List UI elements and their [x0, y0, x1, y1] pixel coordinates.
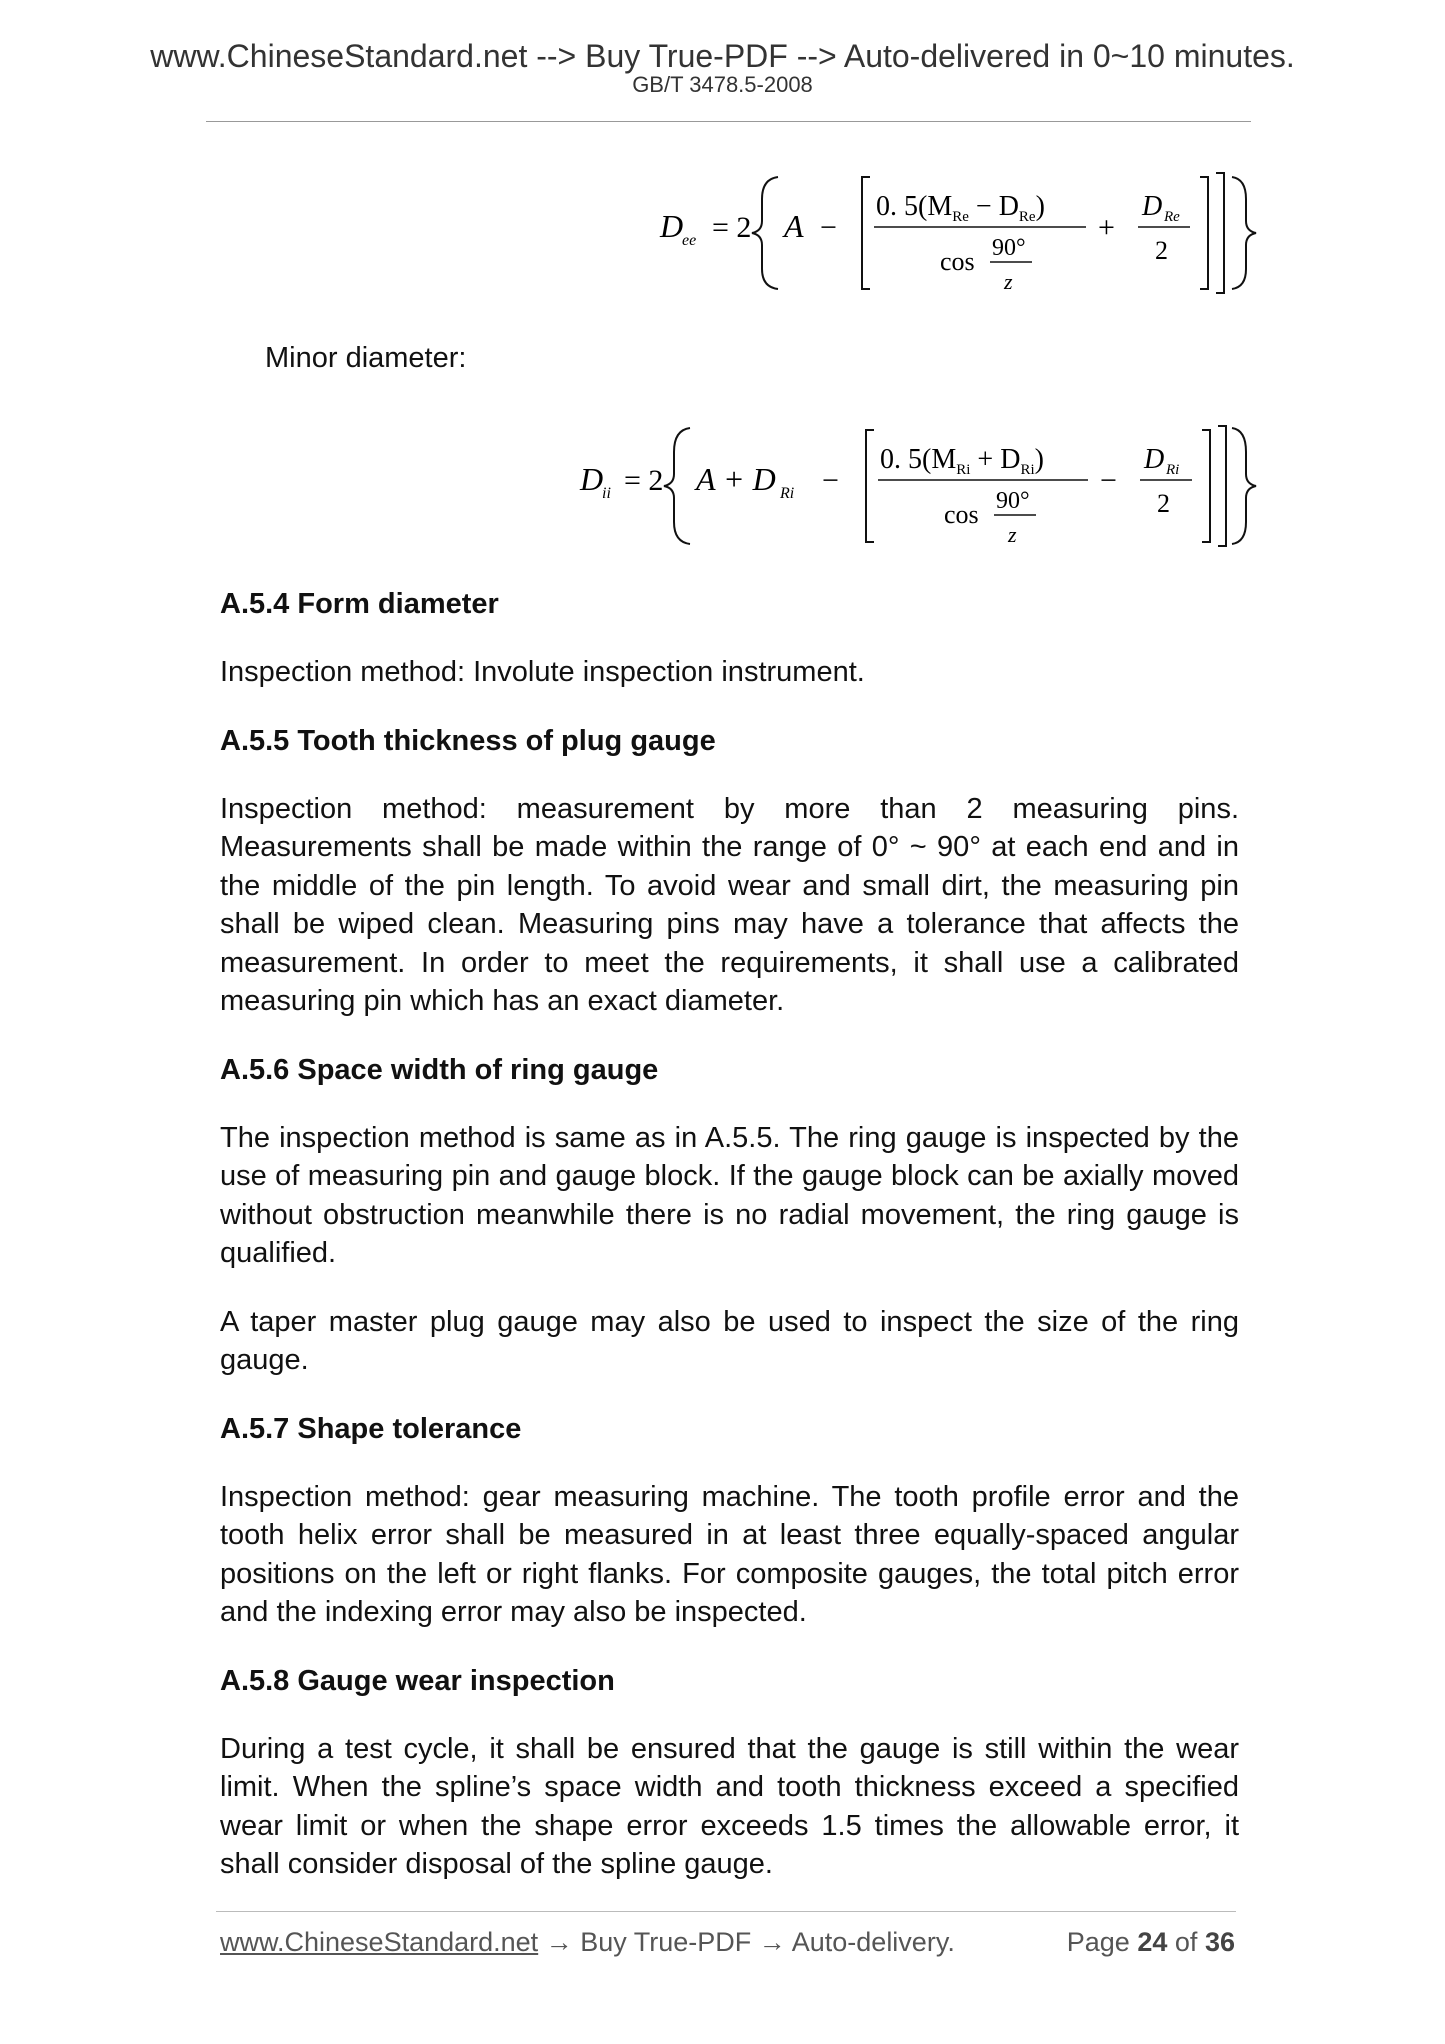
dee-left-brace: [752, 177, 778, 289]
dii-left-brace: [664, 428, 690, 544]
dee-minus: −: [820, 211, 837, 244]
formula-dee-svg: [640, 165, 1260, 305]
dii-right-brace: [1232, 428, 1256, 544]
page-label: Page: [1066, 1927, 1130, 1957]
dii-frac2-sub: Ri: [1166, 462, 1180, 478]
footer-tagline: → Buy True-PDF → Auto-delivery.: [538, 1927, 955, 1957]
dii-num-sub2: Ri: [1020, 462, 1035, 478]
section-a54: [220, 585, 1239, 692]
dii-minus: −: [822, 464, 839, 497]
section-heading: A.5.7 Shape tolerance: [220, 1412, 522, 1445]
dee-lhs-sub: ee: [682, 232, 697, 249]
dii-right-bracket: [1202, 430, 1210, 542]
page-current: 24: [1137, 1927, 1168, 1957]
section-heading: A.5.5 Tooth thickness of plug gauge: [220, 724, 716, 757]
dee-right-bracket-2: [1216, 173, 1224, 293]
dee-frac2-sub: Re: [1164, 209, 1180, 225]
dii-num-mid: + D: [970, 444, 1021, 475]
section-paragraph: Inspection method: Involute inspection instrument.: [220, 656, 865, 688]
dii-frac2-num: D: [1144, 444, 1165, 475]
dii-frac2-den: 2: [1157, 489, 1170, 518]
dee-frac2-num: D: [1142, 191, 1163, 222]
dee-num-sub2: Re: [1018, 209, 1036, 225]
dee-num-suffix: ): [1035, 191, 1045, 222]
minor-diameter-label: Minor diameter:: [265, 342, 467, 374]
standard-id: GB/T 3478.5-2008: [632, 72, 813, 97]
dii-lhs-sub: ii: [602, 485, 611, 502]
section-a57: [220, 1410, 1239, 1632]
section-heading: A.5.6 Space width of ring gauge: [220, 1053, 659, 1086]
dee-den-z: z: [1004, 269, 1013, 294]
dii-num-sub1: Ri: [956, 462, 971, 478]
header-divider: [206, 121, 1251, 122]
page-total: 36: [1204, 1927, 1235, 1957]
formula-dii-svg: [560, 418, 1260, 558]
dii-den-cos: cos: [944, 500, 979, 529]
dii-lhs: D: [580, 461, 604, 497]
dee-num-sub1: Re: [952, 209, 969, 225]
formula-dee: [640, 165, 1260, 310]
dee-den-deg: 90°: [992, 235, 1026, 261]
dee-left-bracket: [862, 177, 870, 289]
section-a58: [220, 1662, 1239, 1884]
dee-right-brace: [1232, 177, 1256, 289]
page-of: of: [1174, 1927, 1198, 1957]
dii-eq: = 2: [624, 464, 664, 497]
dee-lhs: D: [660, 208, 684, 244]
dii-A-sub: Ri: [780, 485, 795, 502]
header-banner: www.ChineseStandard.net --> Buy True-PDF --> Auto-delivered in 0~10 minutes.: [150, 38, 1295, 74]
dii-right-bracket-2: [1218, 426, 1226, 546]
formula-dii: [560, 418, 1260, 563]
dii-num-prefix: 0. 5(M: [880, 444, 957, 475]
footer-divider: [216, 1911, 1236, 1912]
section-heading: A.5.8 Gauge wear inspection: [220, 1664, 615, 1697]
section-heading: A.5.4 Form diameter: [220, 588, 499, 620]
dee-num-prefix: 0. 5(M: [876, 191, 953, 222]
section-paragraph: Inspection method: measurement by more than 2 measuring pins. Measurements shall be made within the range of 0° ~ 90° at each end and in the middle of the pin length. To avoid wear and small dirt, the measuring pin shall be wiped clean. Measuring pins may have a tolerance that affects the measurement. In order to meet the requirements, it shall use a calibrated measuring pin which has an exact diameter.: [220, 792, 1239, 1017]
dee-plus: +: [1098, 211, 1115, 244]
dee-num-mid: − D: [968, 191, 1019, 222]
dii-den-z: z: [1008, 522, 1017, 547]
dii-num: [880, 444, 1044, 478]
dii-A: A + D: [696, 461, 776, 497]
section-paragraph: A taper master plug gauge may also be used to inspect the size of the ring gauge.: [220, 1305, 1239, 1376]
dee-den-cos: cos: [940, 247, 975, 276]
dii-num-suffix: ): [1034, 444, 1044, 475]
dee-frac2-den: 2: [1155, 236, 1168, 265]
section-paragraph: During a test cycle, it shall be ensured that the gauge is still within the wear limit. When the spline’s space width and tooth thickness exceed a specified wear limit or when the shape error exceeds 1.5 times the allowable error, it shall consider disposal of the spline gauge.: [220, 1732, 1239, 1880]
dii-den-deg: 90°: [996, 488, 1030, 514]
footer: [220, 1925, 1235, 1959]
page-indicator: [1067, 1925, 1235, 1959]
dii-minus2: −: [1100, 464, 1117, 497]
main-content: [220, 585, 1239, 1914]
footer-link[interactable]: www.ChineseStandard.net: [220, 1927, 539, 1957]
section-paragraph: The inspection method is same as in A.5.5. The ring gauge is inspected by the use of measuring pin and gauge block. If the gauge block can be axially moved without obstruction meanwhile there is no radial movement, the ring gauge is qualified.: [220, 1121, 1239, 1269]
section-a55: [220, 722, 1239, 1021]
section-a56: [220, 1051, 1239, 1380]
dii-left-bracket: [866, 430, 874, 542]
section-paragraph: Inspection method: gear measuring machine. The tooth profile error and the tooth helix error shall be measured in at least three equally-spaced angular positions on the left or right flanks. For composite gauges, the total pitch error and the indexing error may also be inspected.: [220, 1480, 1239, 1628]
dee-right-bracket: [1200, 177, 1208, 289]
dee-num: [876, 191, 1045, 225]
dee-A: A: [784, 208, 804, 244]
dee-eq: = 2: [712, 211, 752, 244]
